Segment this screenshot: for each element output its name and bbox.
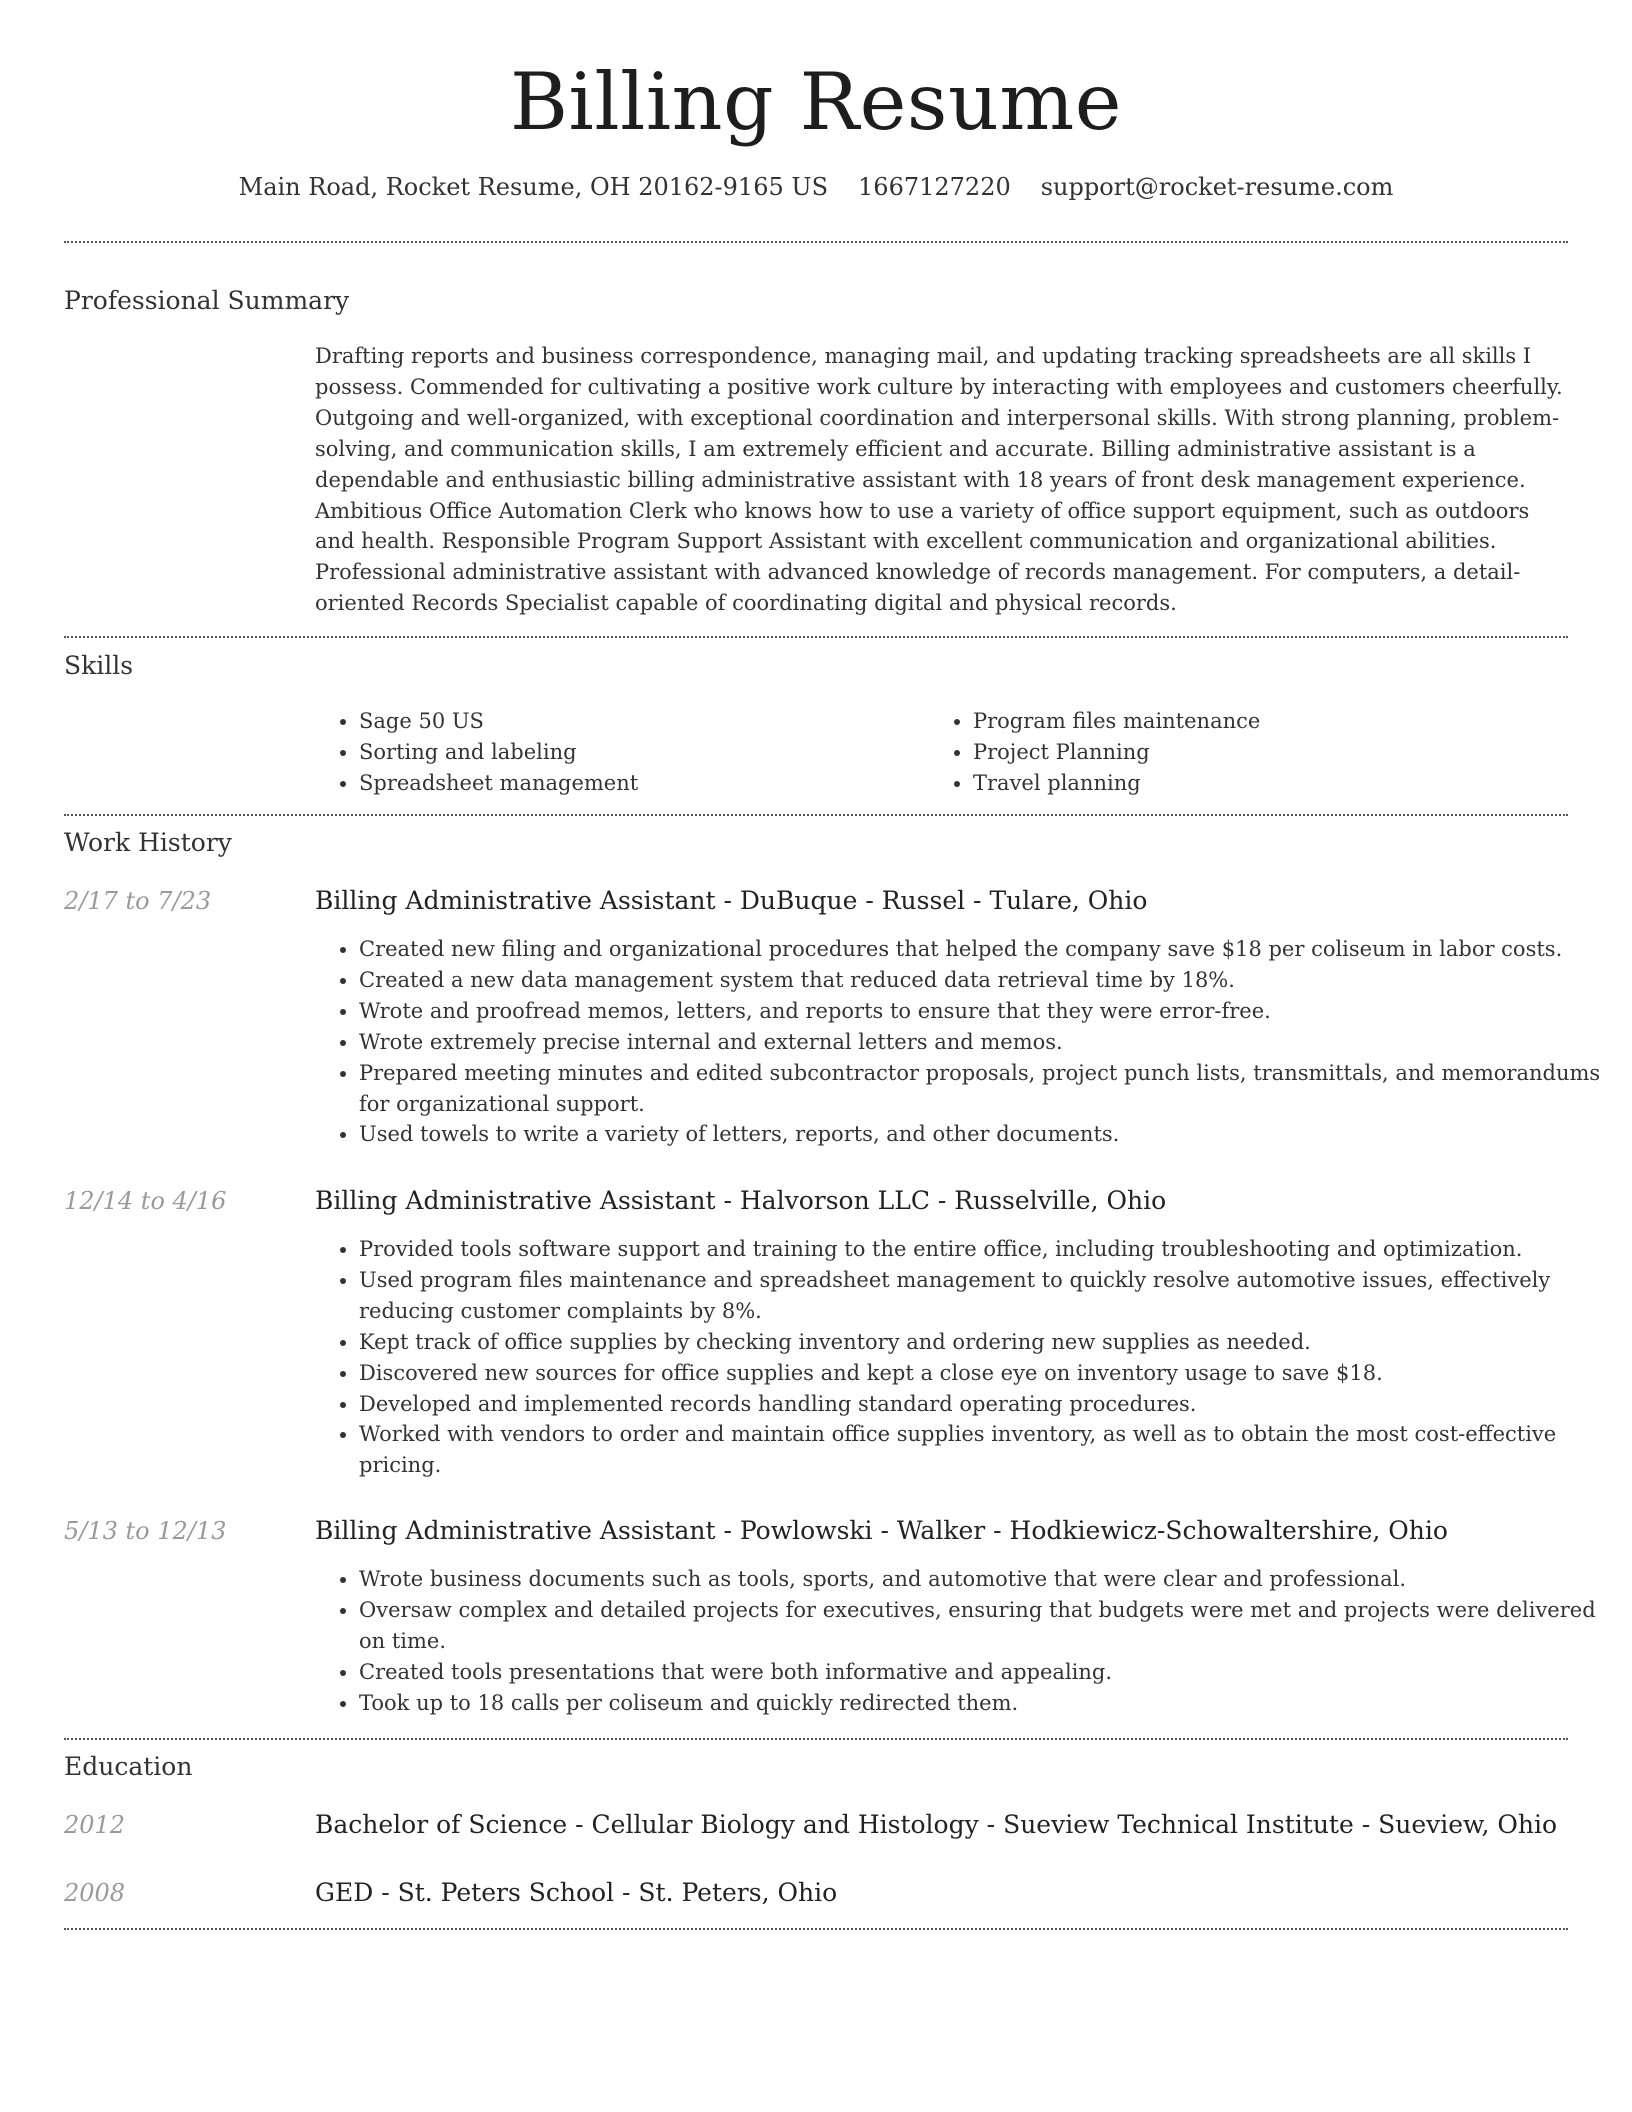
skill-item: • Program files maintenance xyxy=(973,706,1260,737)
divider xyxy=(64,1738,1568,1740)
resume-title: Billing Resume xyxy=(510,56,1122,148)
job-bullet: • Oversaw complex and detailed projects for executives, ensuring that budgets were met and projects were delivered on time. xyxy=(359,1595,1619,1657)
education-degree: GED - St. Peters School - St. Peters, Ohio xyxy=(315,1878,838,1907)
job-bullets xyxy=(315,934,1619,1150)
section-title-education: Education xyxy=(64,1752,193,1781)
job-bullet: • Took up to 18 calls per coliseum and quickly redirected them. xyxy=(359,1688,1619,1719)
section-title-work: Work History xyxy=(64,828,232,857)
job-bullet: • Created new filing and organizational procedures that helped the company save $18 per coliseum in labor costs. xyxy=(359,934,1619,965)
job-heading: Billing Administrative Assistant - DuBuque - Russel - Tulare, Ohio xyxy=(315,886,1148,915)
skills-list-left xyxy=(315,706,638,799)
section-title-skills: Skills xyxy=(64,651,134,680)
job-dates: 2/17 to 7/23 xyxy=(64,887,212,915)
job-dates: 12/14 to 4/16 xyxy=(64,1187,227,1215)
job-bullet: • Created a new data management system that reduced data retrieval time by 18%. xyxy=(359,965,1619,996)
job-bullet: • Used program files maintenance and spreadsheet management to quickly resolve automotive issues, effectively reducing customer complaints by 8%. xyxy=(359,1265,1619,1327)
contact-phone: 1667127220 xyxy=(858,173,1011,201)
job-bullets xyxy=(315,1564,1619,1719)
skills-list-right xyxy=(929,706,1260,799)
contact-line xyxy=(0,171,1632,203)
education-degree: Bachelor of Science - Cellular Biology and Histology - Sueview Technical Institute - Sueview, Ohio xyxy=(315,1810,1558,1839)
job-bullet: • Wrote extremely precise internal and external letters and memos. xyxy=(359,1027,1619,1058)
job-bullet: • Provided tools software support and training to the entire office, including troubleshooting and optimization. xyxy=(359,1234,1619,1265)
education-year: 2012 xyxy=(64,1811,126,1839)
job-heading: Billing Administrative Assistant - Powlowski - Walker - Hodkiewicz-Schowaltershire, Ohio xyxy=(315,1516,1448,1545)
job-bullet: • Kept track of office supplies by checking inventory and ordering new supplies as needed. xyxy=(359,1327,1619,1358)
contact-email: support@rocket-resume.com xyxy=(1040,173,1394,201)
job-bullet: • Developed and implemented records handling standard operating procedures. xyxy=(359,1389,1619,1420)
skill-item: • Travel planning xyxy=(973,768,1260,799)
job-heading: Billing Administrative Assistant - Halvorson LLC - Russelville, Ohio xyxy=(315,1186,1167,1215)
job-bullet: • Worked with vendors to order and maintain office supplies inventory, as well as to obtain the most cost-effective pricing. xyxy=(359,1419,1619,1481)
job-bullet: • Used towels to write a variety of letters, reports, and other documents. xyxy=(359,1119,1619,1150)
divider xyxy=(64,814,1568,816)
divider xyxy=(64,241,1568,243)
education-year: 2008 xyxy=(64,1879,126,1907)
divider xyxy=(64,636,1568,638)
job-dates: 5/13 to 12/13 xyxy=(64,1517,227,1545)
job-bullet: • Discovered new sources for office supplies and kept a close eye on inventory usage to save $18. xyxy=(359,1358,1619,1389)
skill-item: • Spreadsheet management xyxy=(359,768,638,799)
skill-item: • Sage 50 US xyxy=(359,706,638,737)
job-bullet: • Created tools presentations that were both informative and appealing. xyxy=(359,1657,1619,1688)
job-bullet: • Wrote and proofread memos, letters, and reports to ensure that they were error-free. xyxy=(359,996,1619,1027)
skill-item: • Sorting and labeling xyxy=(359,737,638,768)
job-bullet: • Prepared meeting minutes and edited subcontractor proposals, project punch lists, transmittals, and memorandums for organizational support. xyxy=(359,1058,1619,1120)
skill-item: • Project Planning xyxy=(973,737,1260,768)
contact-address: Main Road, Rocket Resume, OH 20162-9165 US xyxy=(238,173,829,201)
divider xyxy=(64,1928,1568,1930)
job-bullets xyxy=(315,1234,1619,1481)
job-bullet: • Wrote business documents such as tools, sports, and automotive that were clear and professional. xyxy=(359,1564,1619,1595)
section-title-summary: Professional Summary xyxy=(64,286,350,315)
summary-text: Drafting reports and business correspondence, managing mail, and updating tracking spreadsheets are all skills I possess. Commended for cultivating a positive work culture by interacting with employees and customers cheerfully. Outgoing and well-organized, with exceptional coordination and interpersonal skills. With strong planning, problem-solving, and communication skills, I am extremely efficient and accurate. Billing administrative assistant is a dependable and enthusiastic billing administrative assistant with 18 years of front desk management experience. Ambitious Office Automation Clerk who knows how to use a variety of office support equipment, such as outdoors and health. Responsible Program Support Assistant with excellent communication and organizational abilities. Professional administrative assistant with advanced knowledge of records management. For computers, a detail-oriented Records Specialist capable of coordinating digital and physical records. xyxy=(315,344,1563,616)
